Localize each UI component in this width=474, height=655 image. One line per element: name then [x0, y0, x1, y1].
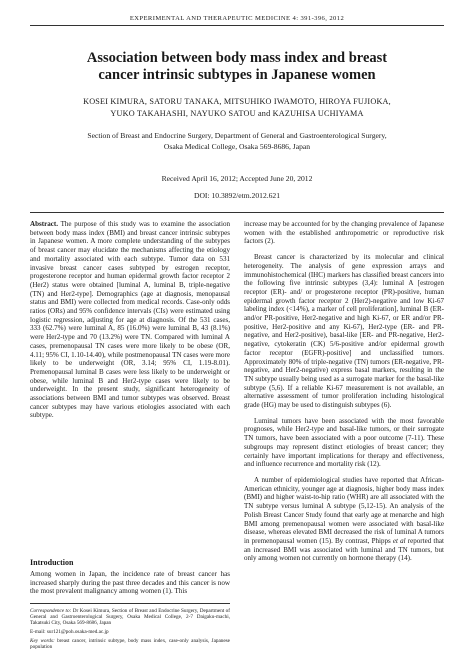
right-paragraph-3: Luminal tumors have been associated with the most favorable prognoses, while Her2-type and basal-like tumors, or their surrogate TN tumors, have been associated with a poor outcome (7-11). These subgroups may represent distinct etiologies of breast cancer; they certainly have important implications for therapy and effectiveness, and influence recurrence and mortality risk (12). [244, 416, 444, 469]
right-paragraph-4-etal: et al [392, 536, 406, 545]
title-block-rule [30, 212, 444, 213]
right-paragraph-1: increase may be accounted for by the changing prevalence of Japanese women with the established anthropometric or reproductive risk factors (2). [244, 220, 444, 246]
keywords-note [30, 638, 230, 650]
author-list [30, 96, 444, 120]
title-line-1: Association between body mass index and breast [86, 50, 388, 66]
left-column [30, 220, 230, 552]
received-accepted-dates: Received April 16, 2012; Accepted June 20, 2012 [161, 174, 313, 183]
running-head: EXPERIMENTAL AND THERAPEUTIC MEDICINE 4: 391-396, 2012 [129, 15, 345, 22]
affiliation-line-1: Section of Breast and Endocrine Surgery, Department of General and Gastroenterological Surgery, [87, 131, 387, 140]
affiliation [30, 131, 444, 152]
abstract-text: The purpose of this study was to examine the association between body mass index (BMI) and breast cancer intrinsic subtypes in Japanese women. A more complete understanding of the subtypes of breast cancer may elucidate the mechanisms affecting the etiology and mortality associated with each subtype. Tumor data on 531 invasive breast cancer cases subtyped by estrogen receptor, progesterone receptor and human epidermal growth factor receptor 2 (Her2) status were obtained [luminal A, luminal B, triple-negative (TN) and Her2-type]. Demographics (age at diagnosis, menopausal status and BMI) were collected from medical records. Case-only odds ratios (ORs) and 95% confidence intervals (CIs) were estimated using logistic regression, adjusting for age at diagnosis. Of the 531 cases, 333 (62.7%) were luminal A, 85 (16.0%) were luminal B, 43 (8.1%) were Her2-type and 70 (13.2%) were TN. Compared with luminal A cases, premenopausal TN cases were more likely to be obese (OR, 4.11; 95% CI, 1.10-14.40), while postmenopausal TN cases were more likely to be underweight (OR, 3.14; 95% CI, 1.19-8.01). Premenopausal luminal B cases were less likely to be underweight or obese, while luminal B and Her2-type cases were likely to be underweight. In the present study, significant heterogeneity of associations between BMI and tumor subtypes was observed. Breast cancer subtypes may have various etiologies associated with each subtype. [30, 220, 230, 420]
article-title [30, 50, 444, 84]
right-paragraph-2: Breast cancer is characterized by its molecular and clinical heterogeneity. The analysis of gene expression arrays and immunohistochemical (IHC) markers has classified breast cancers into the following five intrinsic subtypes (3,4): luminal A [estrogen receptor (ER)- and/ or progesterone receptor (PR)-positive, human epidermal growth factor receptor 2 (Her2)-negative and low Ki-67 labeling index (<14%), a marker of cell proliferation], luminal B (ER- and/or PR-positive, Her2-negative and high Ki-67, or ER and/or PR-positive, Her2-positive and any Ki-67), Her2-type (ER- and PR-negative, and Her2-positive), basal-like [ER- and PR-negative, Her2-negative, cytokeratin (CK) 5/6-positive and/or epidermal growth factor receptor (EGFR)-positive] and unclassified tumors. Approximately 80% of triple-negative (TN) tumors (ER-negative, PR-negative, and Her2-negative) express basal markers, resulting in the TN subtype usually being used as a surrogate marker for the basal-like subtype (5,6). If a reliable Ki-67 measurement is not available, an alternative assessment of tumor proliferation including histological grade (HG) may be used to distinguish subtypes (6). [244, 253, 444, 410]
authors-line-2: YUKO TAKAHASHI, NAYUKO SATOU and KAZUHISA UCHIYAMA [110, 109, 364, 118]
abstract [30, 220, 230, 420]
right-column [244, 220, 444, 650]
introduction-heading: Introduction [30, 558, 74, 567]
footnote-rule [30, 603, 230, 604]
right-paragraph-4-a: A number of epidemiological studies have reported that African-American ethnicity, younger age at diagnosis, higher body mass index (BMI) and higher waist-to-hip ratio (WHR) are all associated with the TN subtype versus luminal A subtype (5,12-15). An analysis of the Polish Breast Cancer Study found that early age at menarche and high BMI among premenopausal women were associated with basal-like disease, whereas elevated BMI decreased the risk of luminal A tumors in premenopausal women (15). By contrast, Phipps [244, 475, 444, 545]
correspondence-text: Dr Kosei Kimura, Section of Breast and Endocrine Surgery, Department of General and Gastroenterological Surgery, Osaka Medical College, 2-7 Daigaku-machi, Takatsuki City, Osaka 569-8686, Japan [30, 608, 230, 627]
right-paragraph-4 [244, 476, 444, 563]
right-paragraph-4-b: reported that an increased BMI was associated with luminal and TN tumors, but only among women not currently on hormone therapy (14). [244, 536, 444, 563]
abstract-label: Abstract. [30, 220, 58, 228]
authors-line-1: KOSEI KIMURA, SATORU TANAKA, MITSUHIKO IWAMOTO, HIROYA FUJIOKA, [83, 97, 391, 106]
keywords-label: Key words: [30, 638, 55, 645]
correspondence-note [30, 608, 230, 626]
keywords-text: breast cancer, intrinsic subtype, body mass index, case-only analysis, Japanese population [30, 638, 230, 651]
affiliation-line-2: Osaka Medical College, Osaka 569-8686, Japan [163, 141, 311, 151]
email-note: E-mail: sur121@poh.osaka-med.ac.jp [30, 629, 109, 636]
correspondence-label: Correspondence to: [30, 608, 72, 614]
header-rule [30, 25, 444, 26]
doi: DOI: 10.3892/etm.2012.621 [193, 191, 281, 200]
footnotes-block [30, 603, 230, 654]
introduction-text: Among women in Japan, the incidence rate of breast cancer has increased sharply during the past three decades and this cancer is now the most prevalent malignancy among women (1). This [30, 570, 230, 596]
title-line-2: cancer intrinsic subtypes in Japanese women [98, 67, 376, 83]
